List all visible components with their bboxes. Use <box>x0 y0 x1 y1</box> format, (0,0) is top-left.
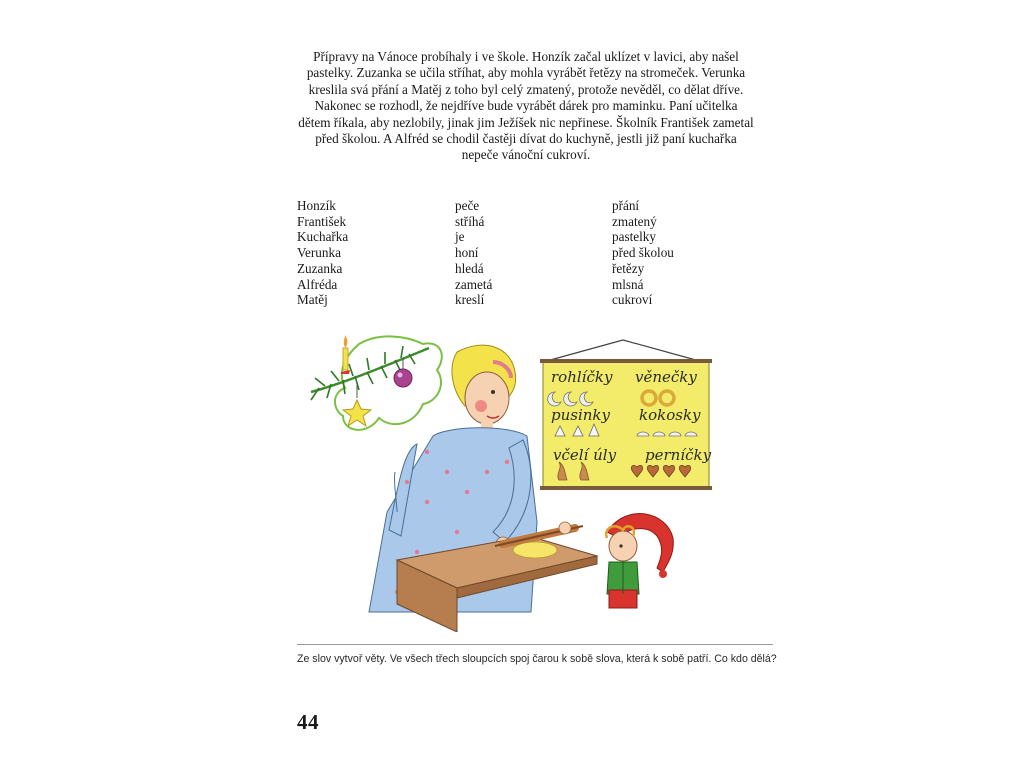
word-item[interactable]: cukroví <box>612 292 653 308</box>
word-item[interactable]: hledá <box>455 260 484 276</box>
poster-label: perníčky <box>645 446 712 464</box>
word-column-subjects <box>297 198 348 308</box>
divider-line <box>297 644 773 645</box>
word-item[interactable]: zmatený <box>612 213 657 229</box>
word-item[interactable]: stříhá <box>455 213 485 229</box>
story-paragraph: Přípravy na Vánoce probíhaly i ve škole. Honzík začal uklízet v lavici, aby našel pastelky. Zuzanka se učila stříhat, aby mohla vyrábět řetězy na stromeček. Verunka kreslila svá přání a Matěj z toho byl celý zmatený, protože nevěděl, co dělat dříve. Nakonec se rozhodl, že nejdříve bude vyrábět dárek pro maminku. Paní učitelka dětem říkala, aby nezlobily, jinak jim Ježíšek nic nepřinese. Školník František zametal před školou. A Alfréd se chodil častěji dívat do kuchyně, jestli již paní kuchařka nepeče vánoční cukroví. <box>298 49 754 163</box>
word-item[interactable]: pastelky <box>612 229 656 245</box>
task-instruction: Ze slov vytvoř věty. Ve všech třech sloupcích spoj čarou k sobě slova, která k sobě patří. Co kdo dělá? <box>297 653 777 665</box>
word-item[interactable]: zametá <box>455 276 493 292</box>
word-column-verbs <box>455 198 492 308</box>
kitchen-illustration <box>297 332 755 632</box>
word-item[interactable]: Kuchařka <box>297 229 349 245</box>
word-item[interactable]: Matěj <box>297 292 328 308</box>
word-item[interactable]: řetězy <box>612 260 645 276</box>
word-item[interactable]: Verunka <box>297 245 341 261</box>
word-item[interactable]: honí <box>455 245 479 261</box>
christmas-branch-icon <box>311 335 442 430</box>
word-item[interactable]: je <box>455 229 465 245</box>
poster-label: věnečky <box>635 368 697 386</box>
word-item[interactable]: Honzík <box>297 198 336 213</box>
word-columns <box>297 198 767 310</box>
word-item[interactable]: přání <box>612 198 640 213</box>
poster-label: kokosky <box>639 406 701 424</box>
word-item[interactable]: před školou <box>612 245 674 261</box>
word-item[interactable]: František <box>297 213 347 229</box>
poster-label: rohlíčky <box>551 368 613 386</box>
poster-label: včelí úly <box>553 446 617 464</box>
elf-figure <box>606 514 673 608</box>
word-item[interactable]: Alfréda <box>297 276 338 292</box>
cookie-poster <box>540 340 712 490</box>
word-item[interactable]: Zuzanka <box>297 260 343 276</box>
word-column-objects <box>612 198 674 308</box>
word-item[interactable]: kreslí <box>455 292 485 308</box>
page-number: 44 <box>297 710 319 734</box>
poster-label: pusinky <box>551 406 610 424</box>
word-item[interactable]: peče <box>455 198 480 213</box>
word-item[interactable]: mlsná <box>612 276 644 292</box>
